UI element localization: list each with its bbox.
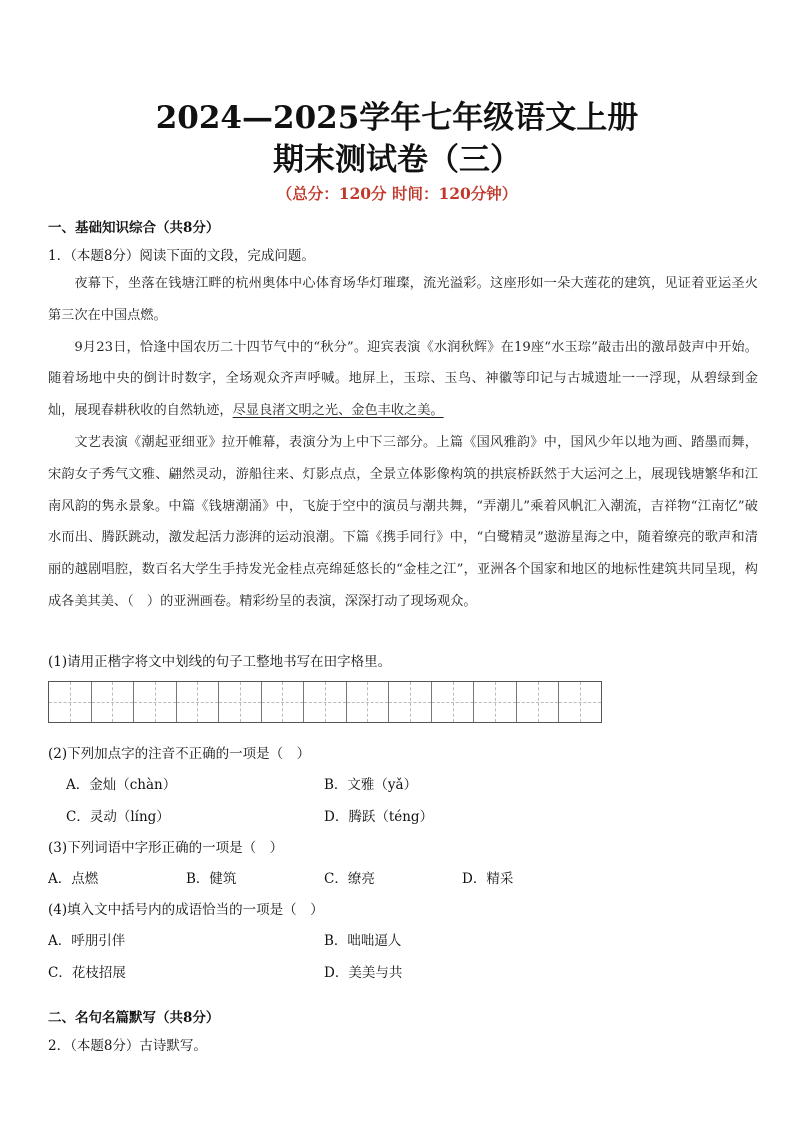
grid-cell[interactable]: [177, 682, 220, 722]
reading-passage: [48, 268, 758, 618]
grid-cell[interactable]: [559, 682, 601, 722]
grid-cell[interactable]: [134, 682, 177, 722]
sub3-option-b[interactable]: B．健筑: [186, 871, 237, 887]
grid-cell[interactable]: [347, 682, 390, 722]
grid-cell[interactable]: [262, 682, 305, 722]
section2-heading: 二、名句名篇默写（共8分）: [48, 1010, 220, 1026]
passage-paragraph-3: 文艺表演《潮起亚细亚》拉开帷幕，表演分为上中下三部分。上篇《国风雅韵》中，国风少年以地为画、踏墨而舞，宋韵女子秀气文雅、翩然灵动，游船往来、灯影点点，全景立体影像构筑的拱宸桥跃然于大运河之上，展现钱塘繁华和江南风韵的隽永景象。中篇《钱塘潮涌》中，飞旋于空中的演员与潮共舞，“弄潮儿”乘着风帆汇入潮流，吉祥物“江南忆”破水而出、腾跃跳动，激发起活力澎湃的运动浪潮。下篇《携手同行》中，“白鹭精灵”遨游星海之中，随着缭亮的歌声和清丽的越剧唱腔，数百名大学生手持发光金桂点亮绵延悠长的“金桂之江”，亚洲各个国家和地区的地标性建筑共同呈现，构成各美其美、（ ）的亚洲画卷。精彩纷呈的表演，深深打动了现场观众。: [48, 434, 758, 609]
grid-cell[interactable]: [517, 682, 560, 722]
exam-score-time: （总分：120分 时间：120分钟）: [276, 184, 518, 203]
subquestion-3: (3)下列词语中字形正确的一项是（ ）: [48, 840, 284, 856]
tianzige-grid[interactable]: [48, 681, 602, 723]
grid-cell[interactable]: [219, 682, 262, 722]
sub2-option-b[interactable]: B．文雅（yǎ）: [324, 777, 418, 793]
sub3-option-c[interactable]: C．缭亮: [324, 871, 375, 887]
question1-intro: 1．（本题8分）阅读下面的文段，完成问题。: [48, 248, 315, 264]
subquestion-2: (2)下列加点字的注音不正确的一项是（ ）: [48, 746, 311, 762]
exam-title-line1: 2024—2025学年七年级语文上册: [155, 100, 639, 136]
grid-cell[interactable]: [304, 682, 347, 722]
sub2-option-c[interactable]: C．灵动（líng）: [66, 809, 170, 825]
passage-paragraph-2: [48, 332, 758, 427]
grid-cell[interactable]: [389, 682, 432, 722]
passage-paragraph-1: 夜幕下，坐落在钱塘江畔的杭州奥体中心体育场华灯璀璨，流光溢彩。这座形如一朵大莲花的建筑，见证着亚运圣火第三次在中国点燃。: [48, 276, 758, 323]
grid-cell[interactable]: [474, 682, 517, 722]
sub4-option-d[interactable]: D．美美与共: [324, 965, 403, 981]
sub4-option-a[interactable]: A．呼朋引伴: [48, 933, 126, 949]
grid-cell[interactable]: [432, 682, 475, 722]
underlined-sentence: 尽显良渚文明之光、金色丰收之美。: [232, 403, 444, 419]
sub4-option-c[interactable]: C．花枝招展: [48, 965, 126, 981]
sub2-option-d[interactable]: D．腾跃（téng）: [324, 809, 434, 825]
subquestion-1: (1)请用正楷字将文中划线的句子工整地书写在田字格里。: [48, 654, 392, 670]
passage-paragraph-2-text: 9月23日，恰逢中国农历二十四节气中的“秋分”。迎宾表演《水润秋辉》在19座“水玉琮”敲击出的激昂鼓声中开始。随着场地中央的倒计时数字，全场观众齐声呼喊。地屏上，玉琮、玉鸟、神徽等印记与古城遗址一一浮现，从碧绿到金灿，展现春耕秋收的自然轨迹，: [48, 339, 758, 419]
grid-cell[interactable]: [49, 682, 92, 722]
section1-heading: 一、基础知识综合（共8分）: [48, 220, 220, 236]
sub2-option-a[interactable]: A．金灿（chàn）: [66, 777, 177, 793]
sub3-option-d[interactable]: D．精采: [462, 871, 514, 887]
sub3-option-a[interactable]: A．点燃: [48, 871, 99, 887]
grid-cell[interactable]: [92, 682, 135, 722]
subquestion-4: (4)填入文中括号内的成语恰当的一项是（ ）: [48, 902, 324, 918]
sub4-option-b[interactable]: B．咄咄逼人: [324, 933, 402, 949]
question2-intro: 2．（本题8分）古诗默写。: [48, 1038, 207, 1054]
exam-title-line2: 期末测试卷（三）: [273, 142, 521, 178]
